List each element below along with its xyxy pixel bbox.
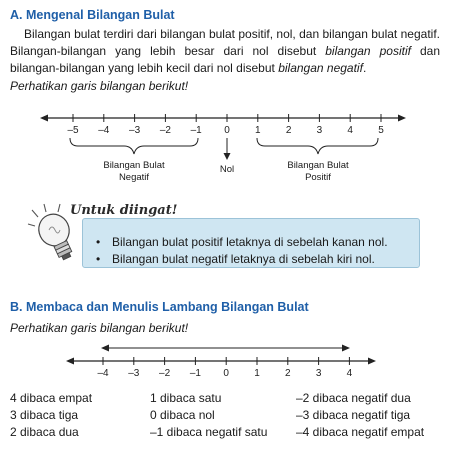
number-line-2-tick-label: –1 [189,368,201,379]
number-line-2 [0,340,450,382]
note-bullets [96,234,388,268]
section-a-heading: A. Mengenal Bilangan Bulat [10,8,175,22]
number-line-2-tick-label: –4 [97,368,109,379]
number-line-1-left-arrow [40,115,48,122]
number-line-1 [0,110,450,190]
section-a-paragraph [10,26,440,77]
number-line-1-tick-label: 4 [347,125,353,136]
reading-item: 2 dibaca dua [10,425,79,439]
section-b-instruction: Perhatikan garis bilangan berikut! [10,321,189,335]
section-b-heading: B. Membaca dan Menulis Lambang Bilangan Bulat [10,300,309,314]
reading-item: 4 dibaca empat [10,391,93,405]
number-line-1-tick-label: –2 [159,125,171,136]
number-line-2-tick-label: 0 [223,368,229,379]
number-line-1-tick-label: 0 [224,125,230,136]
number-line-2-tick-label: 2 [285,368,291,379]
number-line-2-upper-left-head [101,345,109,352]
number-line-1-tick-label: 2 [285,125,292,136]
reading-item: –4 dibaca negatif empat [296,425,425,439]
number-line-2-left-arrow [66,358,74,365]
zero-arrow-head [224,153,231,160]
number-line-1-right-arrow [398,115,406,122]
number-line-2-tick-label: –2 [159,368,171,379]
note-bullet-1: • Bilangan bulat positif letaknya di sebelah kanan nol. [96,234,388,251]
reading-item: 3 dibaca tiga [10,408,79,422]
reading-item: –1 dibaca negatif satu [150,425,268,439]
number-line-1-tick-label: 5 [378,125,384,136]
section-a-instruction: Perhatikan garis bilangan berikut! [10,79,189,93]
note-title: Untuk diingat! [70,203,178,218]
label-positive [278,160,358,184]
positive-brace [257,138,378,154]
number-line-1-tick-label: –5 [67,125,79,136]
reading-item: –3 dibaca negatif tiga [296,408,411,422]
number-line-2-tick-label: –3 [128,368,140,379]
term-negative: bilangan negatif [278,61,363,75]
label-negative-line1: Bilangan Bulat [103,160,165,171]
label-zero: Nol [219,164,235,175]
number-line-2-right-arrow [368,358,376,365]
number-line-1-tick-label: –1 [190,125,202,136]
number-line-1-tick-label: –4 [98,125,110,136]
reading-item: 0 dibaca nol [150,408,215,422]
number-line-2-upper-right-head [342,345,350,352]
reading-column-3 [296,390,424,441]
reading-item: 1 dibaca satu [150,391,222,405]
label-positive-line2: Positif [305,172,331,183]
number-line-2-tick-label: 3 [315,368,322,379]
number-line-2-tick-label: 4 [346,368,353,379]
negative-brace [70,138,198,154]
label-positive-line1: Bilangan Bulat [287,160,349,171]
para-part-3: dan bilangan-bilangan yang lebih kecil dari nol disebut [10,44,440,75]
reading-column-1 [10,390,92,441]
reading-column-2 [150,390,267,441]
para-part-1: Bilangan bulat terdiri dari bilangan bulat positif, nol, dan bilangan bulat negatif. Bilangan-bilangan yang lebih besar dari nol disebut [10,27,440,58]
reading-item: –2 dibaca negatif dua [296,391,411,405]
label-negative [94,160,174,184]
number-line-2-tick-label: 1 [254,368,260,379]
number-line-1-tick-label: 3 [316,125,323,136]
label-negative-line2: Negatif [118,172,150,183]
number-line-1-tick-label: –3 [129,125,141,136]
para-part-5: . [362,61,367,75]
term-positive: bilangan positif [325,44,411,58]
number-line-1-tick-label: 1 [255,125,261,136]
note-bullet-2: • Bilangan bulat negatif letaknya di sebelah kiri nol. [96,251,388,268]
